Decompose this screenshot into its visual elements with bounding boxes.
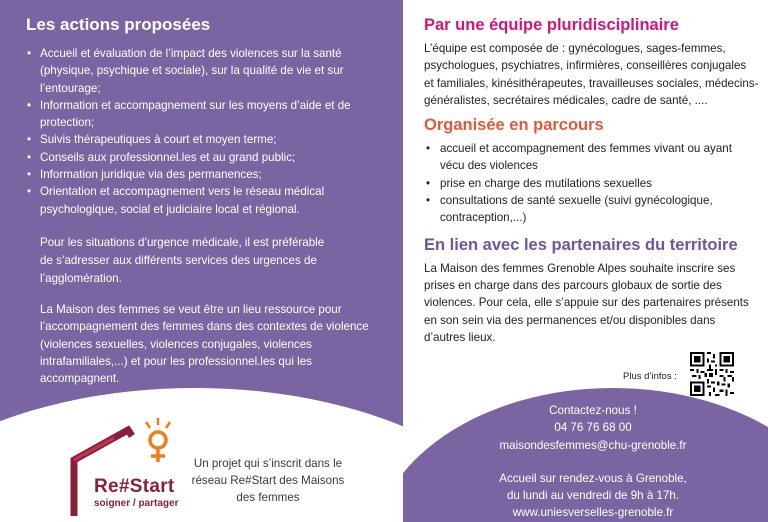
contact-title: Contactez-nous ! bbox=[549, 404, 637, 417]
parcours-title: Organisée en parcours bbox=[424, 116, 604, 135]
partenaires-title: En lien avec les partenaires du territoire bbox=[424, 235, 738, 254]
qr-code-icon[interactable] bbox=[690, 352, 734, 396]
actions-list bbox=[26, 45, 376, 218]
project-text: Un projet qui s’inscrit dans le réseau Re#Start des Maisons des femmes bbox=[191, 457, 345, 504]
list-item: • Information et accompagnement sur les moyens d’aide et de protection; bbox=[26, 97, 376, 132]
urgence-paragraph: Pour les situations d’urgence médicale, il est préférable de s’adresser aux différents services des urgences de l’agglomération. bbox=[40, 235, 325, 285]
list-item: • consultations de santé sexuelle (suivi gynécologique, contraception,...) bbox=[424, 192, 759, 227]
parcours-list bbox=[424, 140, 759, 226]
list-item: • Accueil et évaluation de l’impact des violences sur la santé (physique, psychique et sociale), sur la qualité de vie et sur l’entourage; bbox=[26, 45, 376, 97]
actions-title: Les actions proposées bbox=[26, 15, 211, 34]
website-link[interactable]: www.uniesverselles-grenoble.fr bbox=[512, 506, 674, 520]
logo-main-text: Re#Start bbox=[94, 476, 175, 497]
infos-label: Plus d’infos : bbox=[623, 371, 677, 382]
list-item: • accueil et accompagnement des femmes vivant ou ayant vécu des violences bbox=[424, 140, 759, 175]
actions-section bbox=[26, 14, 376, 387]
list-item: • Conseils aux professionnel.les et au grand public; bbox=[26, 149, 376, 166]
contact-section bbox=[463, 402, 723, 522]
logo-sub-text: soigner / partager bbox=[94, 498, 179, 509]
phone-number[interactable]: 04 76 76 68 00 bbox=[554, 421, 632, 435]
email-link[interactable]: maisondesfemmes@chu-grenoble.fr bbox=[499, 438, 687, 452]
right-panel bbox=[403, 0, 768, 522]
partenaires-paragraph: La Maison des femmes Grenoble Alpes souhaite inscrire ses prises en charge dans des parcours globaux de sortie des violences. Pour cela, elle s’appuie sur des partenaires présents en son sein via des permanences et/ou disponibles dans d’autres lieux. bbox=[424, 261, 749, 344]
ressource-paragraph: La Maison des femmes se veut être un lieu ressource pour l’accompagnement des femmes dans des contextes de violence (violences sexuelles, violences conjugales, violences intrafamiliales,...) et pour les professionnel.les qui les accompagnent. bbox=[40, 302, 369, 386]
list-item: • Information juridique via des permanences; bbox=[26, 166, 376, 183]
list-item: • prise en charge des mutilations sexuelles bbox=[424, 175, 759, 192]
equipe-title: Par une équipe pluridisciplinaire bbox=[424, 16, 679, 34]
right-content bbox=[424, 15, 759, 346]
hours-text: du lundi au vendredi de 9h à 17h. bbox=[506, 489, 680, 503]
equipe-paragraph: L’équipe est composée de : gynécologues, sages-femmes, psychologues, psychiatres, infirmières, conseillères conjugales et familiales, kinésithérapeutes, travailleuses sociales, médecins-généralistes, secrétaires médicales, cadre de santé, .... bbox=[424, 42, 759, 107]
list-item: • Orientation et accompagnement vers le réseau médical psychologique, social et judiciaire local et régional. bbox=[26, 183, 376, 218]
rdv-text: Accueil sur rendez-vous à Grenoble, bbox=[499, 471, 687, 485]
restart-logo bbox=[66, 408, 186, 518]
list-item: • Suivis thérapeutiques à court et moyen terme; bbox=[26, 131, 376, 148]
